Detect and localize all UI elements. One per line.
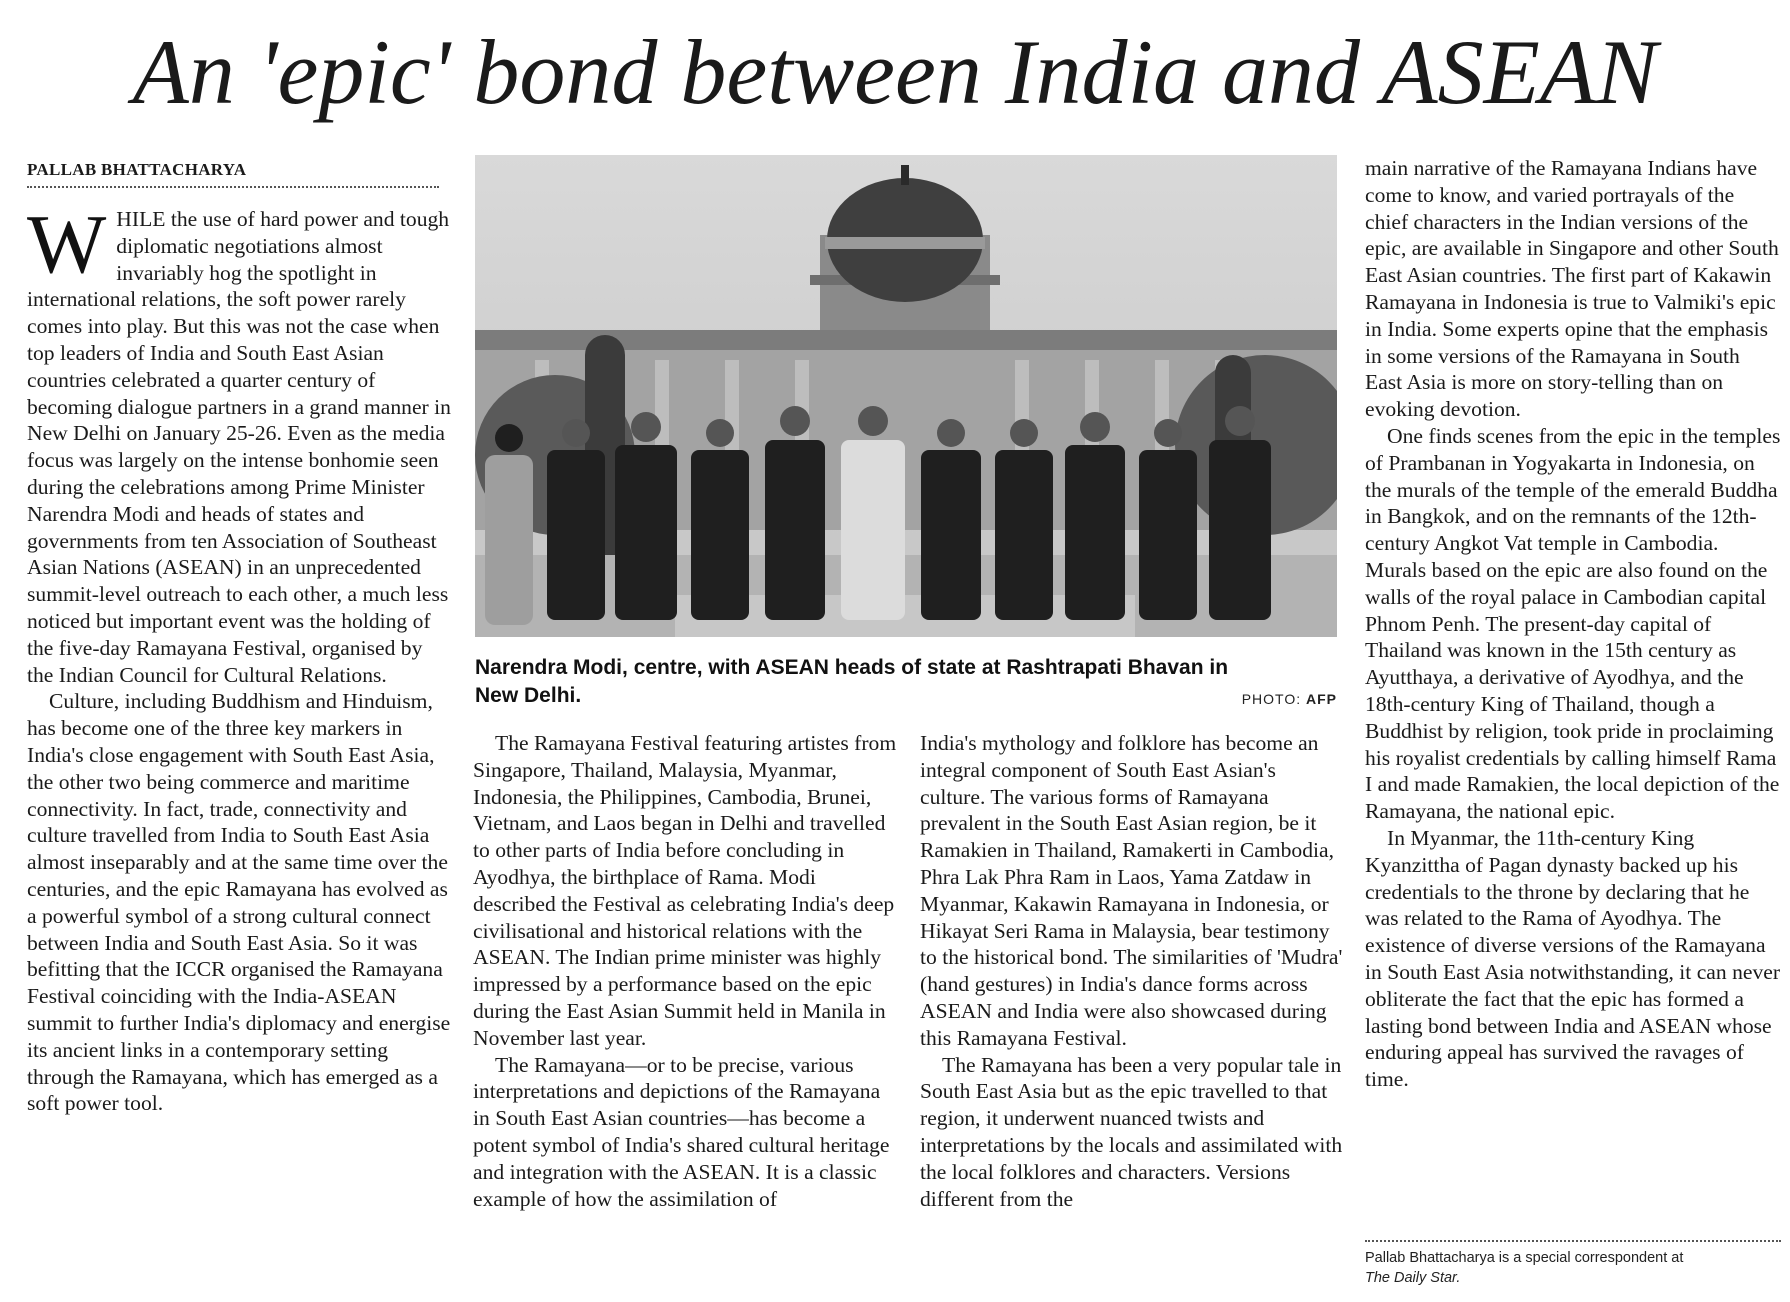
author-footnote xyxy=(1365,1240,1781,1288)
paragraph: The Ramayana has been a very popular tale in South East Asia but as the epic travelled to that region, it underwent nuanced twists and interpretations by the locals and assimilated with the local folklores and characters. Versions different from the xyxy=(920,1052,1343,1211)
photo-illustration xyxy=(475,155,1337,637)
paragraph: One finds scenes from the epic in the temples of Prambanan in Yogyakarta in Indonesia, on the murals of the temple of the emerald Buddha in Bangkok, and on the remnants of the 12th-century Angkot Vat temple in Cambodia. Murals based on the epic are also found on the walls of the royal palace in Cambodian capital Phnom Penh. The present-day capital of Thailand was known in the 15th century as Ayutthaya, a derivative of Ayodhya, and the 18th-century King of Thailand, though a Buddhist by religion, took pride in proclaiming his royalist credentials by calling himself Rama I and made Ramakien, the local depiction of the Ramayana, the national epic. xyxy=(1365,423,1781,824)
article-column-3 xyxy=(920,730,1344,1212)
photo-credit-source: AFP xyxy=(1306,691,1337,707)
drop-cap: W xyxy=(27,198,107,291)
paragraph: main narrative of the Ramayana Indians have come to know, and varied portrayals of the chief characters in the Indian versions of the epic, are available in Singapore and other South East Asian countries. The first part of Kakawin Ramayana in Indonesia is true to Valmiki's epic in India. Some experts opine that the emphasis in some versions of the Ramayana in South East Asia is more on story-telling than on evoking devotion. xyxy=(1365,156,1779,422)
footnote-publication: The Daily Star. xyxy=(1365,1270,1461,1286)
footnote-text: Pallab Bhattacharya is a special correspondent at xyxy=(1365,1250,1684,1266)
paragraph: HILE the use of hard power and tough diplomatic negotiations almost invariably hog the spotlight in international relations, the soft power rarely comes into play. But this was not the case when top leaders of India and South East Asian countries celebrated a quarter century of becoming dialogue partners in a grand manner in New Delhi on January 25-26. Even as the media focus was largely on the intense bonhomie seen during the celebrations among Prime Minister Narendra Modi and heads of states and governments from ten Association of Southeast Asian Nations (ASEAN) in an unprecedented summit-level outreach to each other, a much less noticed but important event was the holding of the five-day Ramayana Festival, organised by the Indian Council for Cultural Relations. xyxy=(27,207,451,687)
photo-credit-label: PHOTO: xyxy=(1241,691,1302,707)
photo-credit xyxy=(1236,691,1337,707)
article-column-1 xyxy=(27,198,453,1117)
paragraph: The Ramayana—or to be precise, various interpretations and depictions of the Ramayana in South East Asian countries—has become a potent symbol of India's shared cultural heritage and integration with the ASEAN. It is a classic example of how the assimilation of xyxy=(473,1052,890,1211)
headline: An 'epic' bond between India and ASEAN xyxy=(132,21,1658,123)
byline: PALLAB BHATTACHARYA xyxy=(27,160,439,188)
article-column-4 xyxy=(1365,155,1781,1093)
paragraph: India's mythology and folklore has become an integral component of South East Asian's culture. The various forms of Ramayana prevalent in the South East Asian region, be it Ramakien in Thailand, Ramakerti in Cambodia, Phra Lak Phra Ram in Laos, Yama Zatdaw in Myanmar, Kakawin Ramayana in Indonesia, or Hikayat Seri Rama in Malaysia, bear testimony to the historical bond. The similarities of 'Mudra' (hand gestures) in India's dance forms across ASEAN and India were also showcased during this Ramayana Festival. xyxy=(920,731,1343,1050)
summit-group-photo xyxy=(475,155,1337,637)
photo-caption: Narendra Modi, centre, with ASEAN heads of state at Rashtrapati Bhavan in New Delhi. xyxy=(475,656,1229,707)
paragraph: In Myanmar, the 11th-century King Kyanzittha of Pagan dynasty backed up his credentials to the throne by declaring that he was related to the Rama of Ayodhya. The existence of diverse versions of the Ramayana in South East Asia notwithstanding, it can never obliterate the fact that the epic has formed a lasting bond between India and ASEAN whose enduring appeal has survived the ravages of time. xyxy=(1365,825,1781,1092)
paragraph: Culture, including Buddhism and Hinduism, has become one of the three key markers in India's close engagement with South East Asia, the other two being commerce and maritime connectivity. In fact, trade, connectivity and culture travelled from India to South East Asia almost inseparably and at the same time over the centuries, and the epic Ramayana has evolved as a powerful symbol of a strong cultural connect between India and South East Asia. So it was befitting that the ICCR organised the Ramayana Festival coinciding with the India-ASEAN summit to further India's diplomacy and energise its ancient links in a contemporary setting through the Ramayana, which has emerged as a soft power tool. xyxy=(27,689,451,1116)
paragraph: The Ramayana Festival featuring artistes from Singapore, Thailand, Malaysia, Myanmar, Indonesia, the Philippines, Cambodia, Brunei, Vietnam, and Laos began in Delhi and travelled to other parts of India before concluding in Ayodhya, the birthplace of Rama. Modi described the Festival as celebrating India's deep civilisational and historical relations with the ASEAN. The Indian prime minister was highly impressed by a performance based on the epic during the East Asian Summit held in Manila in November last year. xyxy=(473,731,897,1050)
article-column-2 xyxy=(473,730,897,1212)
